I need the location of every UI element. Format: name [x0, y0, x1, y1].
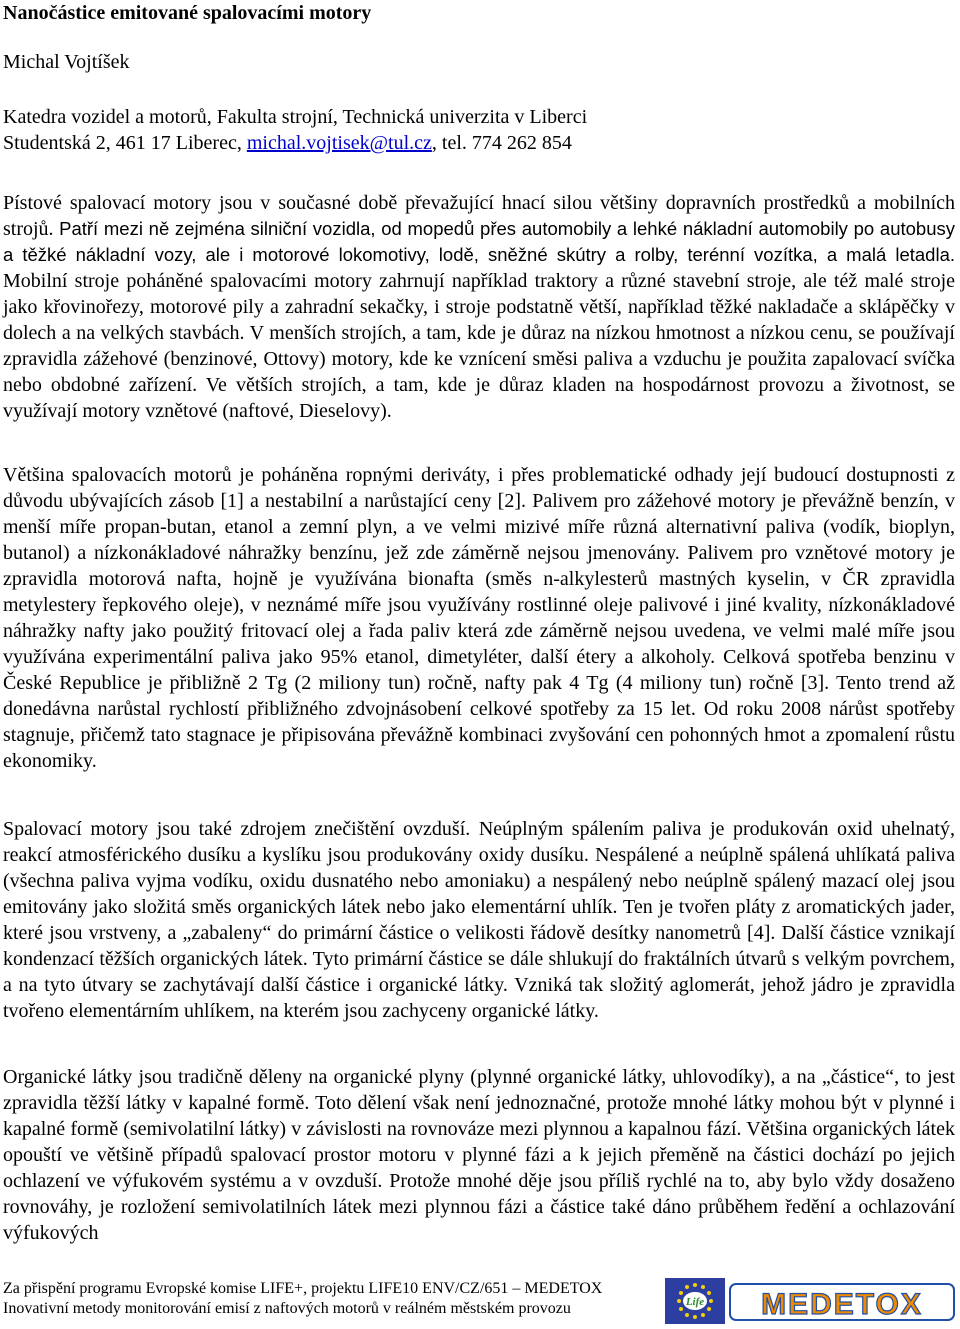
- paragraph-1-sans-part: Patří mezi ně zejména silniční vozidla, od mopedů přes automobily a lehké nákladní automobily po autobusy a těžké nákladní vozy, ale i motorové lokomotivy, lodě, sněžné skútry a rolby, terénní vozítka, a malá letadla.: [3, 218, 955, 265]
- author-affiliation: Katedra vozidel a motorů, Fakulta strojní, Technická univerzita v Liberci: [3, 106, 588, 128]
- life-logo-text: Life: [685, 1296, 705, 1308]
- paragraph-1-part-b: Mobilní stroje poháněné spalovacími motory zahrnují například traktory a různé stavební stroje, ale též malé stroje jako křovinořezy, motorové pily a zahradní sekačky, i stroje podstatně větší, například těžké nakladače a sklápěčky v dolech a na velkých stavbách. V menších strojích, a tam, kde je důraz na nízkou hmotnost a nízkou cenu, se používají zpravidla zážehové (benzinové, Ottovy) motory, kde ke vznícení směsi paliva a vzduchu je použita zapalovací svíčka nebo obdobné zařízení. Ve větších strojích, a tam, kde je důraz kladen na hospodárnost provozu a životnost, se využívají motory vznětové (naftové, Dieselovy).: [3, 270, 955, 422]
- paragraph-1: [3, 190, 955, 424]
- footer-line-1: Za přispění programu Evropské komise LIFE+, projektu LIFE10 ENV/CZ/651 – MEDETOX: [3, 1280, 603, 1297]
- medetox-logo: [728, 1280, 956, 1324]
- author-name: Michal Vojtíšek: [3, 51, 130, 73]
- paragraph-1-part-a: Pístové spalovací motory jsou v současné době převažující hnací silou většiny dopravních prostředků a mobilních strojů.: [3, 192, 955, 240]
- phone-text: , tel. 774 262 854: [431, 132, 572, 154]
- medetox-logo-text: MEDETOX: [761, 1288, 923, 1321]
- footer-acknowledgement: [3, 1279, 602, 1319]
- document-title: Nanočástice emitované spalovacími motory: [3, 2, 372, 24]
- paragraph-4: Organické látky jsou tradičně děleny na organické plyny (plynné organické látky, uhlovodíky), a na „částice“, to jest zpravidla těžší látky v kapalné formě. Toto dělení však není jednoznačné, protože mnohé látky mohou být v plynné i kapalné formě (semivolatilní látky) v závislosti na rovnováze mezi plynnou a kapalnou fází. Většina organických látek opouští ve většině případů spalovací prostor motoru v plynné fázi a k jejich přeměně na částici dochází po jejich ochlazení ve výfukovém systému a v ovzduší. Protože mnohé děje jsou příliš rychlé na to, aby bylo vždy dosaženo rovnováhy, je rozložení semivolatilních látek mezi plynnou fázi a částice také dáno průběhem ředění a ochlazování výfukových: [3, 1066, 955, 1244]
- author-address: [3, 130, 572, 156]
- footer-line-2: Inovativní metody monitorování emisí z naftových motorů v reálném městském provozu: [3, 1300, 571, 1317]
- address-text: Studentská 2, 461 17 Liberec,: [3, 132, 247, 154]
- medetox-logo-graphic: [728, 1280, 956, 1324]
- eu-life-logo: [665, 1278, 725, 1324]
- paragraph-3: Spalovací motory jsou také zdrojem znečištění ovzduší. Neúplným spálením paliva je produkován oxid uhelnatý, reakcí atmosférického dusíku a kyslíku jsou produkovány oxidy dusíku. Nespálené a neúplně spálená uhlíkatá paliva (všechna paliva vyjma vodíku, oxidu dusnatého nebo amoniaku) a nespálený nebo neúplně spálený mazací olej jsou emitovány jako složitá směs organických látek nebo jako elementární uhlík. Ten je tvořen pláty z aromatických jader, které jsou vrstveny, a „zabaleny“ do primární částice o velikosti řádově desítky nanometrů [4]. Další částice vznikají kondenzací těžších organických látek. Tyto primární částice se dále shlukují do fraktálních útvarů s velkým povrchem, a na tyto útvary se zachytávají další částice i organické látky. Vzniká tak složitý aglomerát, jehož jádro je zpravidla tvořeno elementárním uhlíkem, na kterém jsou zachyceny organické látky.: [3, 818, 955, 1022]
- eu-stars-icon: [665, 1278, 725, 1324]
- paragraph-2: Většina spalovacích motorů je poháněna ropnými deriváty, i přes problematické odhady její budoucí dostupnosti z důvodu ubývajících zásob [1] a nestabilní a narůstající ceny [2]. Palivem pro zážehové motory je převážně benzín, v menší míře propan-butan, etanol a zemní plyn, a ve velmi mizivé míře různá alternativní paliva (vodík, bioplyn, butanol) a nízkonákladové náhražky benzínu, jež zde záměrně nejsou jmenovány. Palivem pro vznětové motory je zpravidla motorová nafta, hojně je využívána bionafta (směs n-alkylesterů mastných kyselin, v ČR zpravidla metylestery řepkového oleje), v neznámé míře jsou využívány rostlinné oleje palivové i jiné kvality, nízkonákladové náhražky nafty jako použitý fritovací olej a řada paliv která zde záměrně nejsou uvedena, ve velmi malé míře jsou využívána experimentální paliva jako 95% etanol, dimetyléter, další étery a alkoholy. Celková spotřeba benzinu v České Republice je přibližně 2 Tg (2 miliony tun) ročně, nafty pak 4 Tg (4 miliony tun) ročně [3]. Tento trend až donedávna narůstal rychlostí přibližného zdvojnásobení celkové spotřeby za 15 let. Od roku 2008 nárůst spotřeby stagnuje, přičemž tato stagnace je připisována převážně kombinaci zvyšování cen pohonných hmot a zpomalení růstu ekonomiky.: [3, 464, 955, 772]
- email-link[interactable]: michal.vojtisek@tul.cz: [246, 132, 432, 154]
